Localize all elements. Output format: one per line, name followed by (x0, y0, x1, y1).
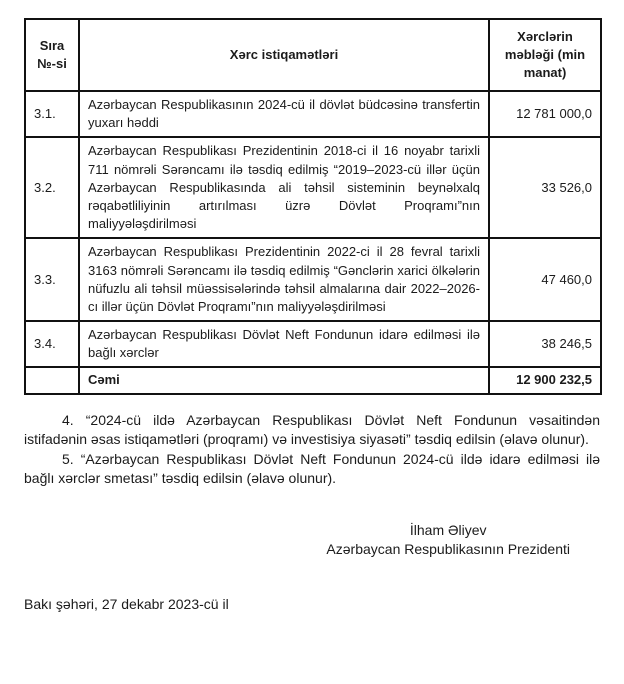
direction-cell: Azərbaycan Respublikası Prezidentinin 2018-ci il 16 noyabr tarixli 711 nömrəli Sərəncamı ilə təsdiq edilmiş “2019–2023-cü illər üçün Azərbaycan Respublikasında ali təhsil sisteminin beynəlxalq rəqabətliliyinin artırılması üzrə Dövlət Proqramı”nın maliyyələşdirilməsi (79, 137, 489, 238)
amount-cell: 33 526,0 (489, 137, 601, 238)
signatory-title: Azərbaycan Respublikasının Prezidenti (326, 541, 570, 558)
clause-4-paragraph: 4. “2024-cü ildə Azərbaycan Respublikası Dövlət Neft Fondunun vəsaitindən istifadənin əsas istiqamətləri (proqramı) və investisiya siyasəti” təsdiq edilsin (əlavə olunur). (24, 411, 600, 448)
total-amount-cell: 12 900 232,5 (489, 367, 601, 393)
clause-5-paragraph: 5. “Azərbaycan Respublikası Dövlət Neft Fondunun 2024-cü ildə idarə edilməsi ilə bağlı xərclər smetası” təsdiq edilsin (əlavə olunur). (24, 450, 600, 487)
header-expense-amount: Xərclərin məbləği (min manat) (489, 19, 601, 91)
table-header-row (25, 19, 601, 91)
total-row (25, 367, 601, 393)
row-number-cell: 3.2. (25, 137, 79, 238)
signature-block (326, 521, 570, 560)
total-label-cell: Cəmi (79, 367, 489, 393)
table-row (25, 238, 601, 321)
table-row (25, 137, 601, 238)
signatory-name: İlham Əliyev (409, 521, 487, 538)
header-expense-direction: Xərc istiqamətləri (79, 19, 489, 91)
amount-cell: 12 781 000,0 (489, 91, 601, 137)
total-empty-cell (25, 367, 79, 393)
amount-cell: 38 246,5 (489, 321, 601, 367)
place-date-line: Bakı şəhəri, 27 dekabr 2023-cü il (24, 595, 229, 612)
decree-clauses (24, 411, 600, 489)
row-number-cell: 3.4. (25, 321, 79, 367)
direction-cell: Azərbaycan Respublikasının 2024-cü il dövlət büdcəsinə transfertin yuxarı həddi (79, 91, 489, 137)
row-number-cell: 3.1. (25, 91, 79, 137)
expense-table (24, 18, 602, 395)
amount-cell: 47 460,0 (489, 238, 601, 321)
direction-cell: Azərbaycan Respublikası Prezidentinin 2022-ci il 28 fevral tarixli 3163 nömrəli Sərəncamı ilə təsdiq edilmiş “Gənclərin xarici ölkələrin nüfuzlu ali təhsil müəssisələrində təhsil almalarına dair 2022–2026-cı illər üçün Dövlət Proqramı”nın maliyyələşdirilməsi (79, 238, 489, 321)
table-row (25, 91, 601, 137)
direction-cell: Azərbaycan Respublikası Dövlət Neft Fondunun idarə edilməsi ilə bağlı xərclər (79, 321, 489, 367)
table-row (25, 321, 601, 367)
row-number-cell: 3.3. (25, 238, 79, 321)
header-seq-number: Sıra №-si (25, 19, 79, 91)
